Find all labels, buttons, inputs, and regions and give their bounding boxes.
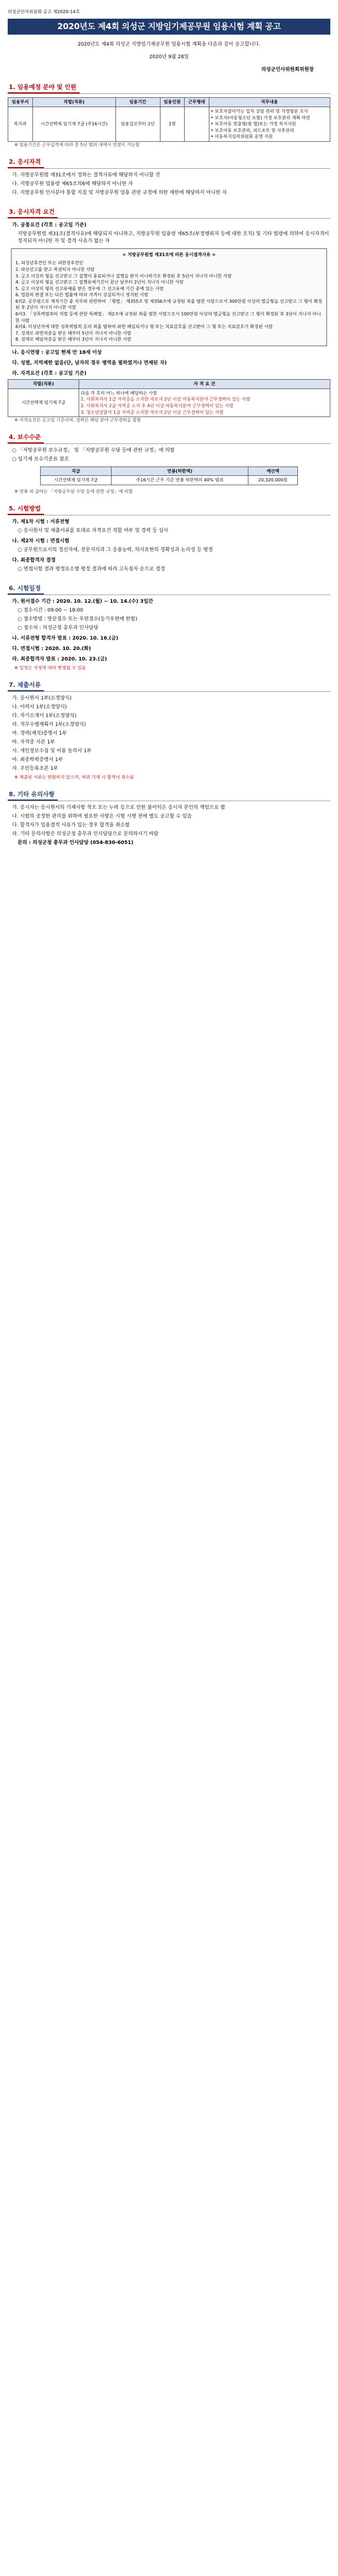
text-line: 가. 지방공무원법 제31조에서 정하는 결격사유에 해당하지 아니할 것 — [12, 172, 160, 178]
subheading: 다. 최종합격자 결정 — [12, 557, 56, 563]
table-header: 임용기간 — [115, 98, 160, 107]
requirement-line: 1. 사회복지사 1급 자격증을 소지한 자로서 2년 이상 아동복지분야 근무경력이 있는 사람 — [80, 397, 251, 402]
section-title: 4. 보수수준 — [8, 432, 44, 443]
table-header: 직무내용 — [209, 98, 330, 107]
document-item: 나. 이력서 1부(소정양식) — [12, 704, 67, 710]
section-note: ※ 제출된 서류는 반환하지 않으며, 허위 기재 시 합격이 취소됨 — [14, 775, 134, 780]
duties-cell — [209, 107, 330, 142]
document-item: 다. 자기소개서 1부(소정양식) — [12, 713, 76, 719]
table-cell: 시간선택제 임기제 7급 (주16시간) — [32, 107, 115, 142]
text-line: 다. 합격자가 임용결격 사유가 있는 경우 합격을 취소함 — [12, 822, 130, 828]
section-title: 5. 시험방법 — [8, 504, 44, 515]
requirement-line: 다음 각 호의 어느 하나에 해당하는 사람 — [80, 390, 157, 396]
table-cell: 주16시간 근무 기준 연봉 하한액의 40% 범위 — [112, 476, 248, 485]
document-title: 2020년도 제4회 의성군 지방임기제공무원 임용시험 계획 공고 — [8, 19, 330, 35]
text-line: ○ 공무원으로서의 정신자세, 전문지식과 그 응용능력, 의사표현의 정확성과 논리성 등 평정 — [18, 547, 213, 553]
table-cell: 임용일로부터 2년 — [115, 107, 160, 142]
requirement-line: 2. 사회복지사 2급 자격증 소지 후 4년 이상 아동복지분야 근무경력이 있는 사람 — [80, 403, 234, 408]
box-title: < 지방공무원법 제31조에 따른 응시결격사유 > — [122, 252, 216, 257]
subheading: 나. 서류전형 합격자 발표 : 2020. 10. 16.(금) — [12, 635, 119, 641]
subheading: 나. 응시연령 : 공고일 현재 만 18세 이상 — [12, 350, 102, 356]
table-cell — [185, 107, 209, 142]
document-item: 사. 개인정보수집 및 이용 동의서 1부 — [12, 748, 92, 754]
subheading: 가. 제1차 시험 : 서류전형 — [12, 519, 70, 525]
section-title: 2. 응시자격 — [8, 157, 44, 168]
table-header: 임용인원 — [160, 98, 185, 107]
document-item: 라. 직무수행계획서 1부(소정양식) — [12, 721, 86, 728]
table-header: 직렬(직류) — [32, 98, 115, 107]
table-cell: 시간선택제 임기제 7급 — [8, 388, 79, 417]
section-title: 1. 임용예정 분야 및 인원 — [8, 82, 80, 93]
box-line: 6의2. 공무원으로 재직기간 중 직무와 관련하여 「형법」 제355조 및 제356조에 규정된 죄를 범한 사람으로서 300만원 이상의 벌금형을 선고받고 그 형이 확정된 후 2년이 지나지 아니한 사람 — [15, 298, 323, 310]
section-note: ※ 일정은 사정에 따라 변경될 수 있음 — [14, 665, 86, 671]
table-row — [8, 107, 330, 142]
document-item: 가. 응시원서 1부(소정양식) — [12, 695, 72, 701]
text-line: ○ 임기제 보수기준표 참조 — [12, 456, 69, 462]
section-note: ※ 임용기간은 근무실적에 따라 총 5년 범위 내에서 연장이 가능함 — [14, 142, 140, 147]
box-line: 6의3. 「성폭력범죄의 처벌 등에 관한 특례법」 제2조에 규정된 죄를 범한 사람으로서 100만원 이상의 벌금형을 선고받고 그 형이 확정된 후 3년이 지나지 아니한 사람 — [15, 312, 321, 323]
text-line: ○ 접수처 : 의성군청 총무과 인사담당 — [18, 625, 98, 631]
salary-table — [40, 467, 298, 485]
box-line: 1. 피성년후견인 또는 피한정후견인 — [15, 260, 84, 266]
text-line: 가. 응시자는 응시원서의 기재사항 착오 또는 누락 등으로 인한 불이익은 응시자 본인의 책임으로 함 — [12, 804, 225, 810]
disqualification-box — [11, 248, 327, 346]
text-line: 다. 지방공무원 인사분야 통합 지침 및 지방공무원 임용 관련 규정에 의한 제한에 해당하지 아니한 자 — [12, 190, 227, 196]
table-header: 예산액 — [248, 467, 298, 476]
table-cell: 시간선택제 임기제 7급 — [40, 476, 112, 485]
box-line: 2. 파산선고를 받고 복권되지 아니한 사람 — [15, 267, 95, 272]
text-line: ○ 접수시간 : 09:00 ~ 18:00 — [18, 607, 84, 613]
document-item: 마. 경력(재직)증명서 1부 — [12, 730, 67, 736]
text-line: 라. 기타 문의사항은 의성군청 총무과 인사담당으로 문의하시기 바람 — [12, 831, 159, 837]
text-line: 나. 시험의 공정한 관리를 위하여 필요한 사항은 시험 시행 전에 별도 공고할 수 있음 — [12, 813, 192, 819]
document-item: 바. 자격증 사본 1부 — [12, 739, 56, 745]
duty-item: • 보호아동 보호관리, 피드포트 및 사후관리 — [210, 127, 294, 133]
section-title: 6. 시험일정 — [8, 584, 44, 595]
document-item: 자. 주민등록초본 1부 — [12, 765, 58, 771]
qualification-table — [8, 379, 330, 417]
duty-item: • 보호자(아동청소년 포함) 가정 보호관리 계획 마련 — [210, 115, 311, 120]
subheading: 라. 최종합격자 발표 : 2020. 10. 23.(금) — [12, 657, 107, 662]
section-note: ※ 연봉 외 급여는 「지방공무원 수당 등에 관한 규정」에 의함 — [14, 488, 133, 494]
position-table — [8, 97, 330, 142]
announce-org: 의성군인사위원회위원장 — [261, 67, 314, 73]
table-header: 근무형태 — [185, 98, 209, 107]
text-line: 나. 지방공무원 임용령 제65조의6에 해당하지 아니한 자 — [12, 181, 133, 187]
table-cell: 20,320,000원 — [248, 476, 298, 485]
box-line: 6의4. 미성년자에 대한 성폭력범죄 등의 죄를 범하여 파면·해임되거나 형 또는 치료감호를 선고받아 그 형 또는 치료감호가 확정된 사람 — [15, 324, 273, 330]
box-line: 5. 금고 이상의 형의 선고유예를 받은 경우에 그 선고유예 기간 중에 있는 사람 — [15, 286, 164, 291]
contact-line: 문의 : 의성군청 총무과 인사담당 (054-830-6051) — [18, 840, 134, 846]
subheading: 라. 자격요건 (각호 : 공고일 기준) — [12, 371, 87, 377]
section-title: 8. 기타 유의사항 — [8, 790, 58, 801]
box-line: 3. 금고 이상의 형을 선고받고 그 집행이 종료되거나 집행을 받지 아니하기로 확정된 후 5년이 지나지 아니한 사람 — [15, 273, 232, 279]
section-note: ※ 자격요건은 공고일 기준이며, 경력은 해당 분야 근무경력을 말함 — [14, 418, 141, 423]
subheading: 가. 공통요건 (각호 : 공고일 기준) — [12, 222, 87, 228]
duty-item: • 아동복지심의위원회 운영 지원 — [210, 134, 273, 140]
text-line: ○ 접수방법 : 방문접수 또는 우편접수(등기우편에 한함) — [18, 616, 137, 622]
requirement-line: 3. 청소년상담사 1급 자격증 소지한 자로서 2년 이상 근무경력이 있는 사람 — [80, 409, 224, 415]
subheading: 나. 제2차 시험 : 면접시험 — [12, 538, 70, 544]
subheading: 다. 성별, 지역제한 없음(단, 남자의 경우 병역을 필하였거나 면제된 자) — [12, 360, 167, 367]
table-cell: 복지과 — [8, 107, 33, 142]
table-cell: 1명 — [160, 107, 185, 142]
section-title: 3. 응시자격 요건 — [8, 207, 58, 218]
text-line: ○ 면접시험 결과 평정요소별 평정 결과에 따라 고득점자 순으로 결정 — [18, 566, 165, 572]
box-line: 6. 법원의 판결 또는 다른 법률에 따라 자격이 상실되거나 정지된 사람 — [15, 292, 148, 298]
box-line: 8. 징계로 해임처분을 받은 때부터 3년이 지나지 아니한 사람 — [15, 337, 131, 342]
table-header: 직렬(직류) — [8, 380, 79, 389]
duty-item: • 보호아동 맞춤형(원 협)또는 가정 복지지원 — [210, 121, 296, 127]
table-header: 임용부서 — [8, 98, 33, 107]
text-line: ○ 「지방공무원 보수규정」 및 「지방공무원 수당 등에 관한 규정」에 의함 — [12, 447, 175, 453]
text-line: ○ 응시원서 및 제출서류를 토대로 자격요건 적합 여부 및 경력 등 심사 — [18, 528, 169, 534]
table-cell — [79, 388, 330, 417]
section-title: 7. 제출서류 — [8, 680, 44, 691]
text-line: 지방공무원법 제31조(결격사유)에 해당되지 아니하고, 지방공무원 임용령 제65조(부정행위자 등에 대한 조치) 및 기타 법령에 의하여 응시자격이 정지되지 아니한 자 및 결격 사유가 없는 자 — [18, 231, 329, 244]
box-line: 7. 징계로 파면처분을 받은 때부터 5년이 지나지 아니한 사람 — [15, 330, 131, 336]
box-line: 4. 금고 이상의 형을 선고받고 그 집행유예기간이 끝난 날부터 2년이 지나지 아니한 사람 — [15, 280, 184, 285]
table-header: 연봉(하한액) — [112, 467, 248, 476]
table-header: 자 격 요 건 — [79, 380, 330, 389]
duty-item: • 보호자살아가는 일자 상담 관리 및 가정방문 조사 — [210, 109, 308, 114]
table-header: 직급 — [40, 467, 112, 476]
intro-text: 2020년도 제4회 의성군 지방임기제공무원 임용시험 계획을 다음과 같이 공고합니다. — [77, 42, 261, 48]
subheading: 가. 원서접수 기간 : 2020. 10. 12.(월) ~ 10. 14.(수) 3일간 — [12, 598, 153, 604]
notice-number: 의성군인사위원회 공고 제2020-14호 — [8, 9, 80, 14]
subheading: 다. 면접시험 : 2020. 10. 20.(화) — [12, 646, 91, 652]
table-row — [8, 388, 330, 417]
document-item: 아. 최종학력증명서 1부 — [12, 757, 63, 763]
table-row — [40, 476, 298, 485]
announce-date: 2020년 9월 28일 — [149, 54, 189, 60]
